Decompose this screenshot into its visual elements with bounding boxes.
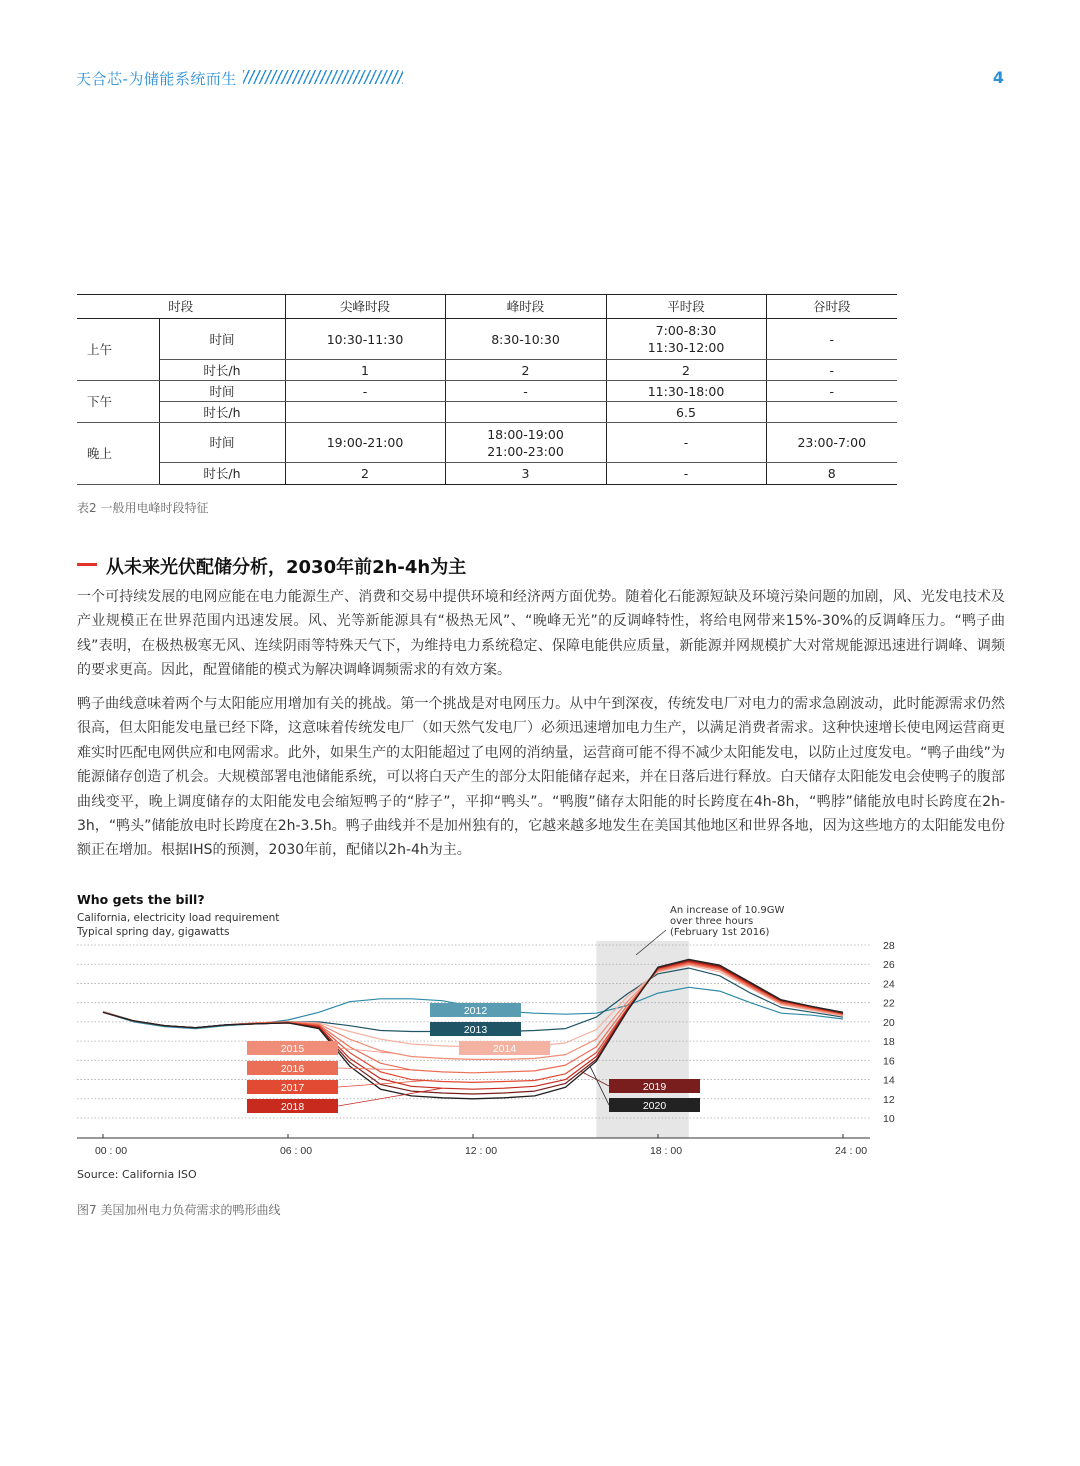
table-caption: 表2 一般用电峰时段特征 bbox=[77, 501, 209, 515]
row-label: 时间 bbox=[159, 423, 285, 463]
chart-subtitle: Typical spring day, gigawatts bbox=[77, 926, 230, 938]
table-cell: - bbox=[606, 423, 766, 463]
label-box-text-2020: 2020 bbox=[642, 1100, 667, 1112]
x-tick-label: 18 : 00 bbox=[649, 1145, 683, 1157]
label-box-text-2017: 2017 bbox=[280, 1082, 305, 1094]
table-cell: 1 bbox=[285, 360, 445, 381]
table-cell: 23:00-7:00 bbox=[766, 423, 897, 463]
header-title: 天合芯-为储能系统而生 bbox=[76, 70, 237, 88]
page-number: 4 bbox=[992, 68, 1004, 87]
label-box-text-2018: 2018 bbox=[280, 1101, 305, 1113]
table-cell: 2 bbox=[606, 360, 766, 381]
table-cell: 10:30-11:30 bbox=[285, 319, 445, 360]
table-cell: - bbox=[606, 463, 766, 485]
label-box-text-2013: 2013 bbox=[463, 1024, 488, 1036]
y-tick-label: 10 bbox=[883, 1113, 895, 1125]
label-box-text-2015: 2015 bbox=[280, 1043, 305, 1055]
y-tick-label: 24 bbox=[883, 978, 895, 991]
table-cell: 6.5 bbox=[606, 402, 766, 423]
y-tick-label: 18 bbox=[883, 1036, 895, 1049]
period-cell: 上午 bbox=[77, 319, 159, 381]
chart-source: Source: California ISO bbox=[77, 1168, 197, 1181]
cell-line: 11:30-12:00 bbox=[647, 340, 725, 355]
x-tick-label: 06 : 00 bbox=[279, 1145, 313, 1157]
row-label: 时长/h bbox=[159, 402, 285, 423]
header-cell: 峰时段 bbox=[445, 295, 606, 319]
table-cell: 8:30-10:30 bbox=[445, 319, 606, 360]
row-label: 时长/h bbox=[159, 360, 285, 381]
row-label: 时长/h bbox=[159, 463, 285, 485]
label-box-text-2019: 2019 bbox=[642, 1081, 667, 1093]
cell-line: 18:00-19:00 bbox=[487, 426, 564, 442]
label-box-text-2014: 2014 bbox=[492, 1043, 517, 1055]
table-cell: 2 bbox=[445, 360, 606, 381]
table-cell: 8 bbox=[766, 463, 897, 485]
period-cell: 晚上 bbox=[77, 423, 159, 485]
label-box-text-2016: 2016 bbox=[280, 1063, 305, 1075]
y-tick-label: 16 bbox=[883, 1055, 895, 1068]
series-line-2016 bbox=[103, 963, 843, 1073]
y-tick-label: 28 bbox=[883, 940, 895, 952]
x-tick-label: 00 : 00 bbox=[94, 1145, 128, 1157]
table-cell: 19:00-21:00 bbox=[285, 423, 445, 463]
table-cell: - bbox=[285, 381, 445, 402]
x-tick-label: 24 : 00 bbox=[834, 1145, 868, 1157]
table-cell: 11:30-18:00 bbox=[606, 381, 766, 402]
row-label: 时间 bbox=[159, 381, 285, 402]
y-tick-label: 22 bbox=[883, 997, 895, 1010]
header-cell: 谷时段 bbox=[766, 295, 897, 319]
x-tick-label: 12 : 00 bbox=[464, 1145, 498, 1157]
body-paragraph: 一个可持续发展的电网应能在电力能源生产、消费和交易中提供环境和经济两方面优势。随着化石能源短缺及环境污染问题的加剧，风、光发电技术及产业规模正在世界范围内迅速发展。风、光等新能源具有“极热无风”、“晚峰无光”的反调峰特性，将给电网带来15%-30%的反调峰压力。“鸭子曲线”表明，在极热极寒无风、连续阴雨等特殊天气下，为维持电力系统稳定、保障电能供应质量，新能源并网规模扩大对常规能源迅速进行调峰、调频的要求更高。因此，配置储能的模式为解决调峰调频需求的有效方案。 bbox=[77, 589, 1005, 679]
table-cell: - bbox=[445, 381, 606, 402]
figure-caption: 图7 美国加州电力负荷需求的鸭形曲线 bbox=[77, 1203, 281, 1217]
cell-line: 21:00-23:00 bbox=[487, 443, 564, 459]
header-cell: 时段 bbox=[77, 295, 285, 319]
body-paragraph: 鸭子曲线意味着两个与太阳能应用增加有关的挑战。第一个挑战是对电网压力。从中午到深夜，传统发电厂对电力的需求急剧波动，此时能源需求仍然很高，但太阳能发电量已经下降，这意味着传统发电厂（如天然气发电厂）必须迅速增加电力生产，以满足消费者需求。这种快速增长使电网运营商更难实时匹配电网供应和电网需求。此外，如果生产的太阳能超过了电网的消纳量，运营商可能不得不减少太阳能发电，以防止过度发电。“鸭子曲线”为能源储存创造了机会。大规模部署电池储能系统，可以将白天产生的部分太阳能储存起来，并在日落后进行释放。白天储存太阳能发电会使鸭子的腹部曲线变平，晚上调度储存的太阳能发电会缩短鸭子的“脖子”，平抑“鸭头”。“鸭腹”储存太阳能的时长跨度在4h-8h，“鸭脖”储能放电时长跨度在2h-3h，“鸭头”储能放电时长跨度在2h-3.5h。鸭子曲线并不是加州独有的，它越来越多地发生在美国其他地区和世界各地，因为这些地方的太阳能发电份额正在增加。根据IHS的预测，2030年前，配储以2h-4h为主。 bbox=[77, 696, 1005, 859]
table-cell: 2 bbox=[285, 463, 445, 485]
cell-line: 7:00-8:30 bbox=[655, 323, 717, 338]
label-box-text-2012: 2012 bbox=[463, 1005, 488, 1017]
row-label: 时间 bbox=[159, 319, 285, 360]
annotation-line: (February 1st 2016) bbox=[670, 927, 770, 938]
leader-line-2015 bbox=[338, 1048, 396, 1054]
annotation-line: over three hours bbox=[670, 916, 754, 927]
y-tick-label: 20 bbox=[883, 1016, 895, 1029]
table-cell: - bbox=[766, 381, 897, 402]
y-tick-label: 14 bbox=[883, 1074, 895, 1087]
annotation-line: An increase of 10.9GW bbox=[670, 905, 785, 916]
table-cell: - bbox=[766, 319, 897, 360]
section-title: 从未来光伏配储分析，2030年前2h-4h为主 bbox=[106, 557, 467, 578]
y-tick-label: 12 bbox=[883, 1093, 895, 1106]
period-cell: 下午 bbox=[77, 381, 159, 423]
header-cell: 尖峰时段 bbox=[285, 295, 445, 319]
chart-subtitle: California, electricity load requirement bbox=[77, 912, 280, 924]
chart-title: Who gets the bill? bbox=[77, 892, 205, 907]
y-tick-label: 26 bbox=[883, 959, 895, 972]
header-cell: 平时段 bbox=[606, 295, 766, 319]
table-cell: 3 bbox=[445, 463, 606, 485]
table-cell: - bbox=[766, 360, 897, 381]
